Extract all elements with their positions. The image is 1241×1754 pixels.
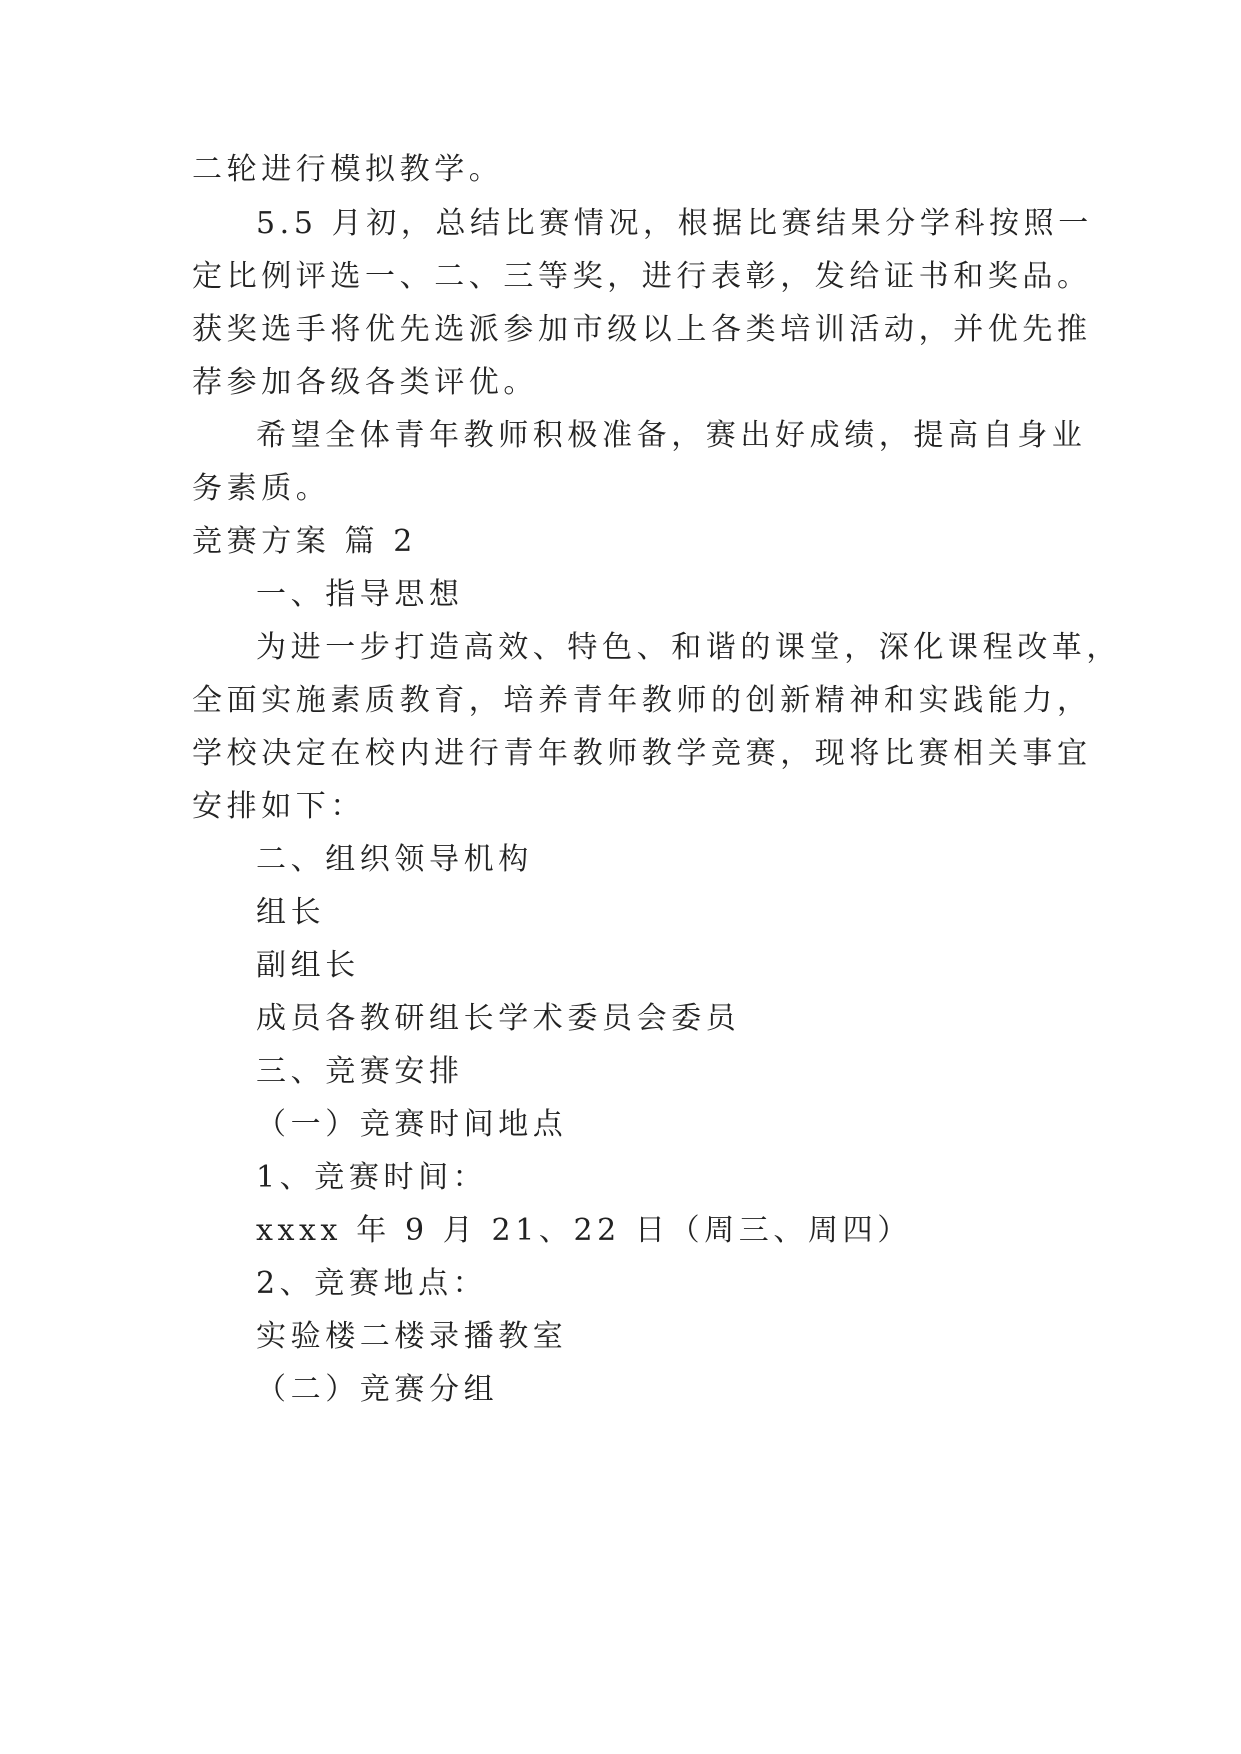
body-line-2: 5.5 月初，总结比赛情况，根据比赛结果分学科按照一 [256,206,1093,241]
body-line-11: 全面实施素质教育，培养青年教师的创新精神和实践能力， [192,683,1092,718]
body-line-5: 荐参加各级各类评优。 [192,365,538,400]
body-line-18: 三、竞赛安排 [256,1054,464,1089]
body-line-22: 2、竞赛地点： [256,1266,488,1301]
body-line-14: 二、组织领导机构 [256,842,533,877]
body-line-20: 1、竞赛时间： [256,1160,488,1195]
body-line-3: 定比例评选一、二、三等奖，进行表彰，发给证书和奖品。 [192,259,1092,294]
body-line-17: 成员各教研组长学术委员会委员 [256,1001,741,1036]
body-line-19: （一）竞赛时间地点 [256,1107,568,1142]
body-line-9: 一、指导思想 [256,577,464,612]
body-line-7: 务素质。 [192,471,331,506]
section-heading: 竞赛方案 篇 2 [192,524,417,559]
body-line-21: xxxx 年 9 月 21、22 日（周三、周四） [256,1213,912,1248]
body-line-6: 希望全体青年教师积极准备，赛出好成绩，提高自身业 [256,418,1087,453]
body-line-24: （二）竞赛分组 [256,1372,499,1407]
body-line-12: 学校决定在校内进行青年教师教学竞赛，现将比赛相关事宜 [192,736,1092,771]
body-line-4: 获奖选手将优先选派参加市级以上各类培训活动，并优先推 [192,312,1092,347]
body-line-23: 实验楼二楼录播教室 [256,1319,568,1354]
body-line-1: 二轮进行模拟教学。 [192,152,504,187]
body-line-16: 副组长 [256,948,360,983]
body-line-10: 为进一步打造高效、特色、和谐的课堂，深化课程改革， [256,630,1121,665]
body-line-13: 安排如下： [192,789,365,824]
body-line-15: 组长 [256,895,326,930]
